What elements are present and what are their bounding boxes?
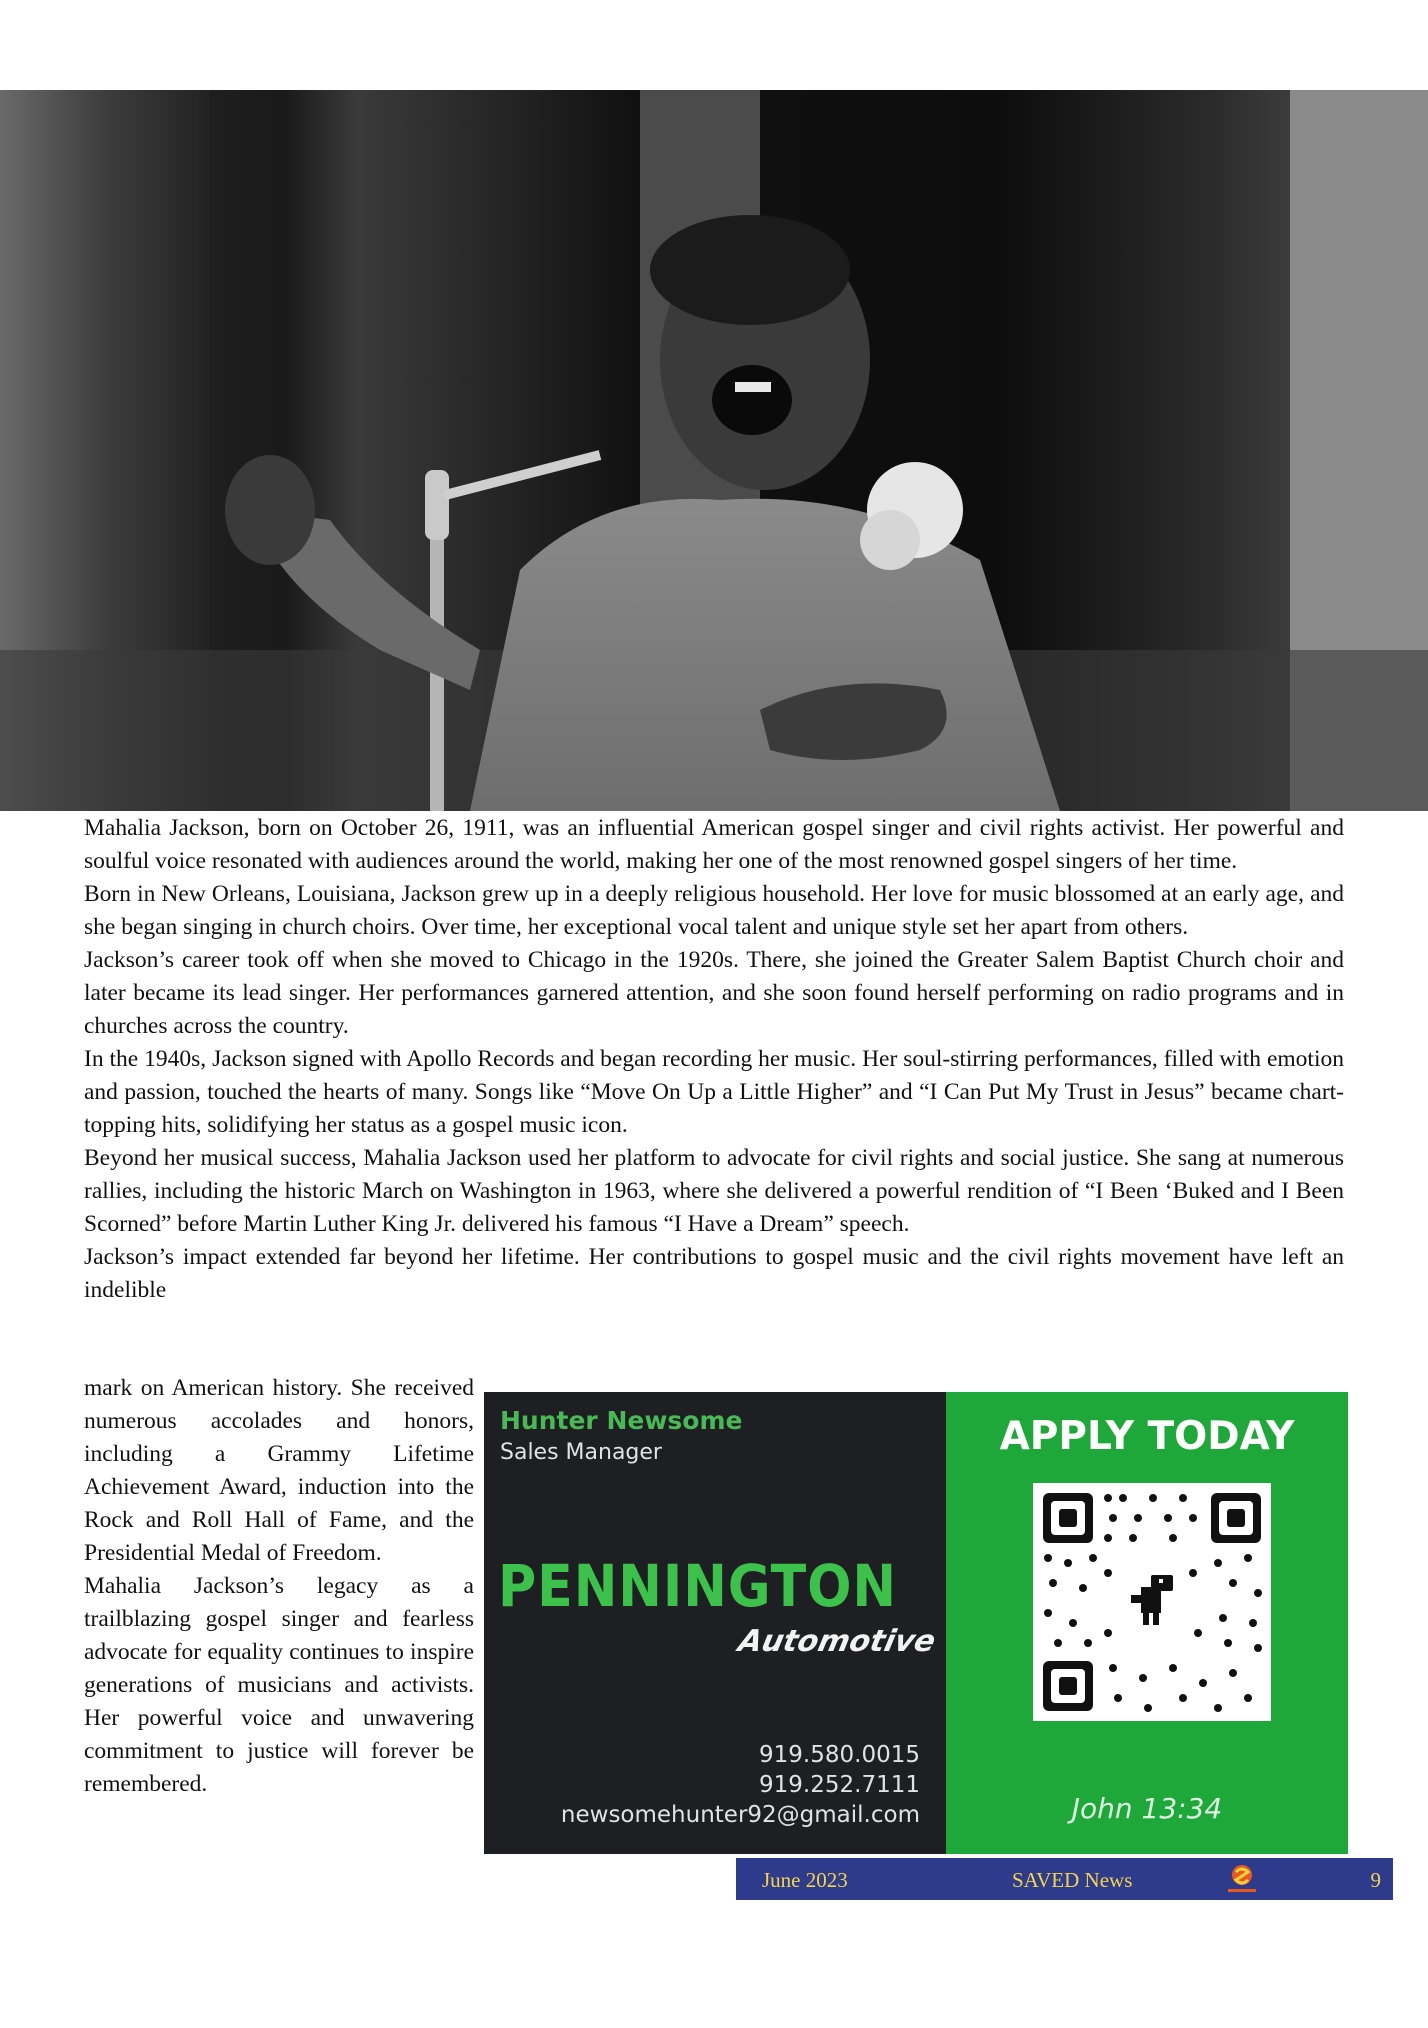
article-wrap-column <box>84 1372 474 1801</box>
article-paragraph: Mahalia Jackson, born on October 26, 1911, was an influential American gospel singer and civil rights activist. Her powerful and soulful voice resonated with audiences around the world, making her one of the most renowned gospel singers of her time. <box>84 815 1344 874</box>
publication-name: SAVED News <box>1012 1868 1133 1892</box>
apply-card <box>946 1392 1348 1854</box>
article-paragraph: Born in New Orleans, Louisiana, Jackson grew up in a deeply religious household. Her love for music blossomed at an early age, and she began singing in church choirs. Over time, her exceptional vocal talent and unique style set her apart from others. <box>84 881 1344 940</box>
contact-role: Sales Manager <box>500 1440 662 1465</box>
brand-name: PENNINGTON <box>498 1552 898 1620</box>
bible-verse: John 13:34 <box>1071 1792 1223 1825</box>
business-card <box>484 1392 946 1854</box>
article-body <box>84 812 1344 1307</box>
page-number: 9 <box>1370 1868 1381 1892</box>
issue-date: June 2023 <box>762 1868 848 1892</box>
article-paragraph: Jackson’s career took off when she moved to Chicago in the 1920s. There, she joined the Greater Salem Baptist Church choir and later became its lead singer. Her performances garnered attention, and she soon found herself performing on radio programs and in churches across the country. <box>84 947 1344 1039</box>
singer-photo <box>0 90 1428 811</box>
phone-number[interactable]: 919.252.7111 <box>759 1772 920 1798</box>
page-footer <box>736 1858 1393 1900</box>
business-card-ad[interactable] <box>484 1392 1348 1854</box>
email-link[interactable]: newsomehunter92@gmail.com <box>560 1802 920 1828</box>
article-paragraph: Jackson’s impact extended far beyond her lifetime. Her contributions to gospel music and the civil rights movement have left an indelible <box>84 1244 1344 1303</box>
phone-number[interactable]: 919.580.0015 <box>759 1742 920 1768</box>
contact-name: Hunter Newsome <box>500 1406 743 1435</box>
apply-heading: APPLY TODAY <box>999 1414 1295 1459</box>
dinosaur-icon <box>1131 1575 1173 1625</box>
brand-subtitle: Automotive <box>735 1624 939 1659</box>
article-paragraph: Beyond her musical success, Mahalia Jackson used her platform to advocate for civil rights and social justice. She sang at numerous rallies, including the historic March on Washington in 1963, where she delivered a powerful rendition of “I Been ‘Buked and I Been Scorned” before Martin Luther King Jr. delivered his famous “I Have a Dream” speech. <box>84 1145 1344 1237</box>
saved-news-logo-icon <box>1222 1862 1262 1896</box>
article-paragraph: Mahalia Jackson’s legacy as a trailblazing gospel singer and fearless advocate for equality continues to inspire generations of musicians and activists. Her powerful voice and unwavering commitment to justice will forever be remembered. <box>84 1573 474 1797</box>
article-paragraph: In the 1940s, Jackson signed with Apollo Records and began recording her music. Her soul-stirring performances, filled with emotion and passion, touched the hearts of many. Songs like “Move On Up a Little Higher” and “I Can Put My Trust in Jesus” became chart-topping hits, solidifying her status as a gospel music icon. <box>84 1046 1344 1138</box>
article-paragraph: mark on American history. She received numerous accolades and honors, including a Grammy Lifetime Achievement Award, induction into the Rock and Roll Hall of Fame, and the Presidential Medal of Freedom. <box>84 1375 474 1566</box>
qr-code-icon[interactable] <box>1033 1483 1271 1721</box>
